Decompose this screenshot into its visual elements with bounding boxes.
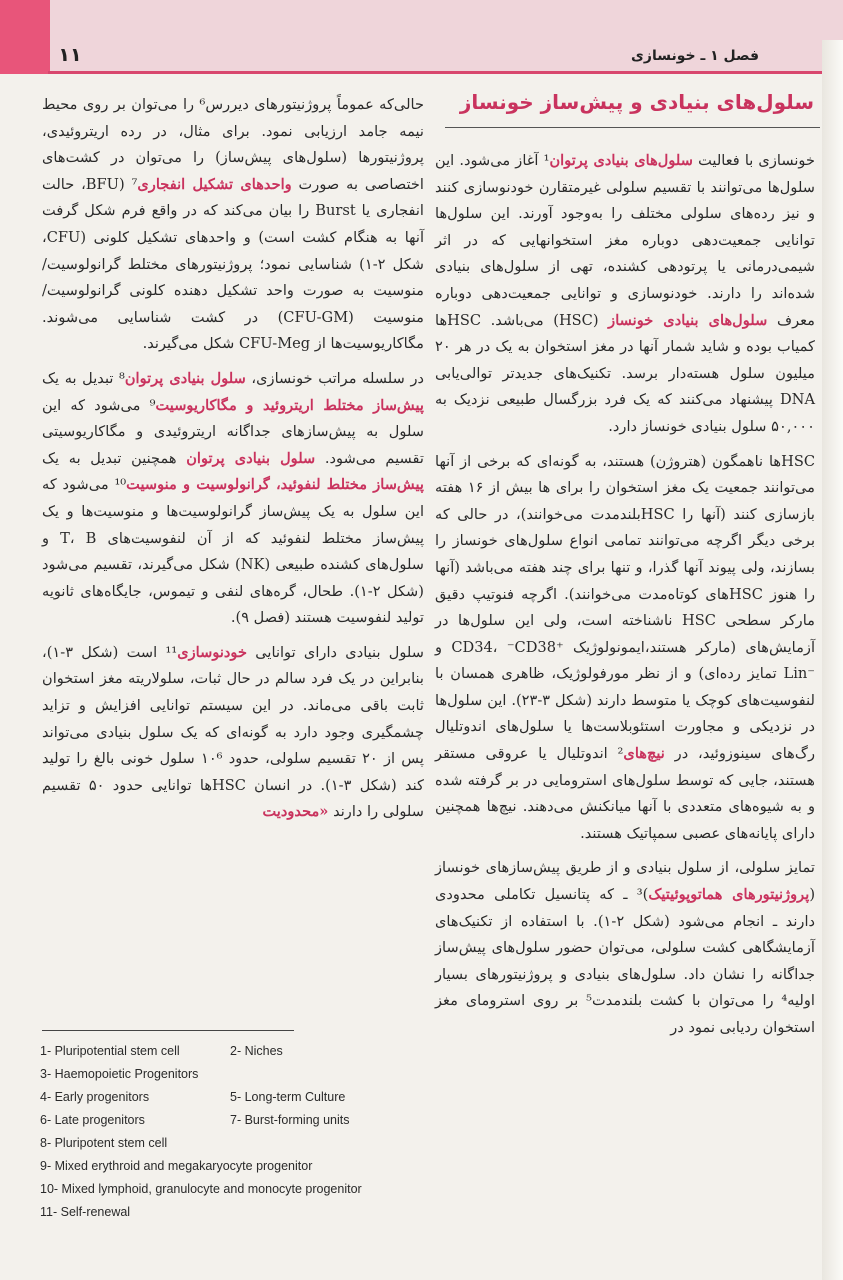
key-term: خودنوسازی	[177, 643, 247, 661]
footnote: 3- Haemopoietic Progenitors	[40, 1067, 199, 1081]
left-column	[42, 92, 424, 834]
header-accent-block	[0, 0, 50, 74]
footnote: 6- Late progenitors	[40, 1113, 145, 1127]
paragraph: سلول بنیادی دارای توانایی خودنوسازی¹¹ است (شکل ۳-۱)، بنابراین در یک فرد سالم در حال ثبات، سلولاریته مغز استخوان ثابت باقی می‌ماند. در این سیستم توانایی افزایش و تزاید چشمگیری وجود دارد به گونه‌ای که یک سلول بنیادی می‌تواند پس از ۲۰ تقسیم سلولی، حدود ۱۰⁶ سلول خونی بالغ را تولید کند (شکل ۳-۱). در انسان HSCها توانایی حدود ۵۰ تقسیم سلولی را دارند «محدودیت	[42, 643, 424, 821]
key-term: سلول بنیادی پرتوان	[124, 369, 246, 387]
key-term: پیش‌ساز مختلط اریتروئید و مگاکاریوسیت	[155, 396, 424, 414]
footnote: 1- Pluripotential stem cell	[40, 1044, 180, 1058]
right-column	[435, 148, 815, 1050]
key-term: سلول‌های بنیادی خونساز	[608, 311, 768, 329]
paragraph: حالی‌که عموماً پروژنیتورهای دیررس⁶ را می‌توان بر روی محیط نیمه جامد ارزیابی نمود. برای مثال، در رده اریتروئیدی، پروژنیتورها (سلول‌های پیش‌ساز) را می‌توان در کشت‌های اختصاصی به صورت واحدهای تشکیل انفجاری⁷ (BFU، حالت انفجاری یا Burst را بیان می‌کند که در واقع فرم شکل گرفت آنها به هنگام کشت است) و واحدهای تشکیل کلونی (CFU، شکل ۲-۱) شناسایی نمود؛ پروژنیتورهای مختلط گرانولوسیت/ منوسیت به صورت واحد تشکیل دهنده کلونی گرانولوسیت/ منوسیت (CFU-GM) در کشت شناسایی می‌شوند. مگاکاریوسیت‌ها از CFU-Meg شکل می‌گیرند.	[42, 96, 425, 353]
footnote: 7- Burst-forming units	[230, 1113, 350, 1127]
key-term: سلول بنیادی پرتوان	[186, 449, 316, 467]
footnote-row	[40, 1201, 430, 1224]
paragraph: خونسازی با فعالیت سلول‌های بنیادی پرتوان¹ آغاز می‌شود. این سلول‌ها می‌توانند با تقسیم سلولی غیرمتقارن خودنوسازی کنند و نیز رده‌های سلولی مختلف را به‌وجود آورند. این سلول‌ها توانایی جمعیت‌دهی دوباره مغز استخوانهایی که در اثر شیمی‌درمانی یا پرتودهی کشنده، تهی از سلول‌های بنیادی شده‌اند را دارند. خودنوسازی و توانایی جمعیت‌دهی دوباره معرف سلول‌های بنیادی خونساز (HSC) می‌باشد. HSCها کمیاب بوده و شاید شمار آنها در مغز استخوان به یک در هر ۲۰ میلیون سلول هسته‌دار برسد. تکنیک‌های جدیدتر توالی‌یابی DNA پیشنهاد می‌کنند که یک فرد بزرگسال طبیعی نزدیک به ۵۰,۰۰۰ سلول بنیادی خونساز دارد.	[435, 152, 815, 435]
footnote: 4- Early progenitors	[40, 1090, 150, 1104]
footnote: 2- Niches	[230, 1044, 283, 1058]
key-term: سلول‌های بنیادی پرتوان	[549, 152, 693, 169]
heading-rule	[445, 127, 820, 128]
key-term: واحدهای تشکیل انفجاری	[137, 175, 292, 193]
key-term: نیچ‌های	[623, 745, 665, 763]
paragraph: تمایز سلولی، از سلول بنیادی و از طریق پیش‌سازهای خونساز (پروژنیتورهای هماتوپوئیتیک)³ ـ که پتانسیل تکاملی محدودی دارند ـ انجام می‌شود (شکل ۲-۱). با استفاده از تکنیک‌های آزمایشگاهی کشت سلولی، می‌توان حضور سلول‌های پیش‌ساز جداگانه را نشان داد. سلول‌های بنیادی و پروژنیتورهای بسیار اولیه⁴ را می‌توان با کشت بلندمدت⁵ بر روی استرومای مغز استخوان ردیابی نمود در	[435, 859, 816, 1036]
page-edge	[822, 40, 843, 1280]
header-divider	[48, 71, 843, 74]
footnote-rule	[42, 1030, 294, 1031]
section-heading: سلول‌های بنیادی و پیش‌ساز خونساز	[459, 90, 814, 114]
paragraph: در سلسله مراتب خونسازی، سلول بنیادی پرتوان⁸ تبدیل به یک پیش‌ساز مختلط اریتروئید و مگاکاریوسیت⁹ می‌شود که این سلول به پیش‌سازهای جداگانه اریتروئیدی و مگاکاریوسیتی تقسیم می‌شود. سلول بنیادی پرتوان همچنین تبدیل به یک پیش‌ساز مختلط لنفوئید، گرانولوسیت و منوسیت¹⁰ می‌شود که این سلول به یک پیش‌ساز گرانولوسیت‌ها و منوسیت‌ها و یک پیش‌ساز مختلط لنفوئید که از آن لنفوسیت‌های T، B و سلول‌های کشنده طبیعی (NK) شکل می‌گیرند، تقسیم می‌شود (شکل ۲-۱). طحال، گره‌های لنفی و تیموس، جایگاه‌های ثانویه تولید لنفوسیت هستند (فصل ۹).	[42, 369, 425, 627]
footnote-row	[40, 1063, 430, 1086]
key-term: «محدودیت	[262, 803, 329, 821]
footnote: 10- Mixed lymphoid, granulocyte and monocyte progenitor	[40, 1182, 362, 1196]
footnote-row	[40, 1109, 430, 1132]
footnote: 11- Self-renewal	[40, 1205, 131, 1219]
page-number: ۱۱	[58, 44, 82, 66]
paragraph: HSCها ناهمگون (هتروژن) هستند، به گونه‌ای که برخی از آنها می‌توانند جمعیت یک مغز استخوان را برای ها بیش از ۱۶ هفته بازسازی کنند (آنها را HSCبلندمدت می‌خوانند)، در حالی که برخی دیگر اگرچه می‌توانند تمامی انواع سلول‌های خونساز را بسازند، ولی پیوند آنها گذرا، و تنها برای چند هفته می‌باشد (آنها را هنوز HSCهای کوتاه‌مدت می‌خوانند). اگرچه فنوتیپ دقیق مارکر سطحی HSC ناشناخته است، ولی این سلول‌ها در آزمایش‌های (مارکر هستند،ایمونولوژیک ⁺CD34، ⁻CD38 و ⁻Lin تمایز رده‌ای) و از نظر مورفولوژیک، ظاهری همسان با لنفوسیت‌های کوچک یا متوسط دارند (شکل ۳-۲۳). این سلول‌ها در نزدیکی و مجاورت استئوبلاست‌ها یا سلول‌های اندوتلیال رگ‌های سینوزوئید، در نیچ‌های² اندوتلیال یا عروقی مستقر هستند، جایی که توسط سلول‌های استرومایی در بر گرفته شده و به شیوه‌های متعددی با آنها میانکنش می‌دهند. نیچ‌ها همچنین دارای پایانه‌های عصبی سمپاتیک هستند.	[435, 452, 815, 842]
footnotes	[40, 1040, 430, 1224]
chapter-title: فصل ۱ ـ خونسازی	[631, 48, 759, 64]
footnote-row	[40, 1178, 430, 1201]
key-term: پیش‌ساز مختلط لنفوئید، گرانولوسیت و منوسیت	[126, 476, 424, 494]
footnote-row	[40, 1086, 430, 1109]
footnote-row	[40, 1040, 430, 1063]
footnote-row	[40, 1155, 430, 1178]
footnote: 5- Long-term Culture	[230, 1090, 346, 1104]
footnote: 8- Pluripotent stem cell	[40, 1136, 168, 1150]
key-term: پروژنیتورهای هماتوپوئیتیک	[648, 886, 810, 904]
footnote: 9- Mixed erythroid and megakaryocyte progenitor	[40, 1159, 313, 1173]
footnote-row	[40, 1132, 430, 1155]
footnote	[230, 1063, 430, 1086]
